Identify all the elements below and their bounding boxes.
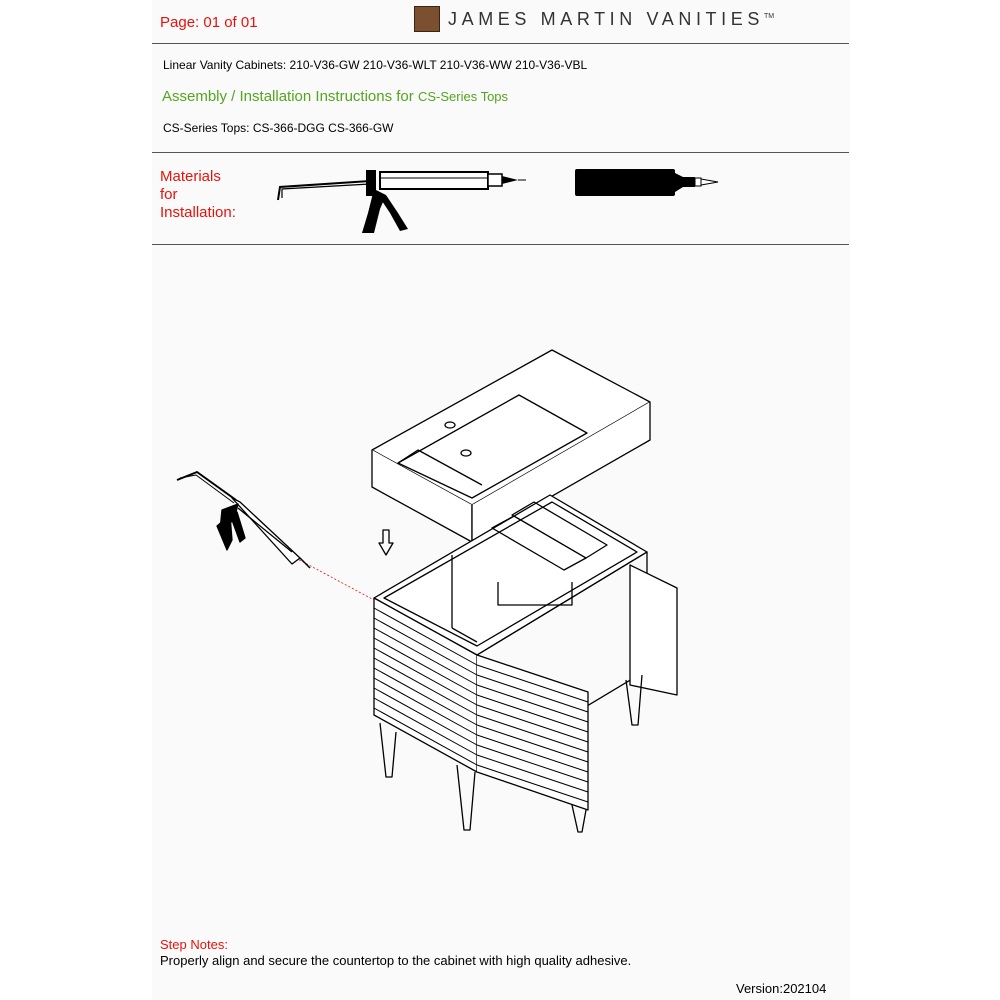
- section-divider: [152, 152, 849, 153]
- page-number: Page: 01 of 01: [160, 14, 258, 31]
- countertop-illustration: [372, 350, 650, 542]
- section-divider: [152, 244, 849, 245]
- materials-label: Materials for Installation:: [160, 168, 236, 221]
- assembly-title: Assembly / Installation Instructions for CS-Series Tops: [162, 88, 509, 105]
- brand-name: JAMES MARTIN VANITIES™: [448, 8, 775, 29]
- step-notes-body: Properly align and secure the countertop to the cabinet with high quality adhesive.: [160, 953, 632, 968]
- header-divider: [152, 43, 849, 44]
- installation-diagram: [152, 340, 692, 840]
- caulking-gun-icon: [270, 165, 530, 240]
- cabinet-illustration: [374, 495, 677, 832]
- brand-logo: [414, 4, 774, 34]
- caulking-gun-in-use-icon: [177, 472, 310, 568]
- version-label: Version:202104: [736, 981, 827, 996]
- down-arrow-icon: [379, 530, 393, 555]
- top-models: CS-Series Tops: CS-366-DGG CS-366-GW: [163, 121, 394, 135]
- cabinet-models: Linear Vanity Cabinets: 210-V36-GW 210-V36-WLT 210-V36-WW 210-V36-VBL: [163, 58, 588, 72]
- step-notes-title: Step Notes:: [160, 937, 228, 952]
- lion-crest-icon: [414, 6, 440, 32]
- adhesive-tube-icon: [570, 165, 730, 205]
